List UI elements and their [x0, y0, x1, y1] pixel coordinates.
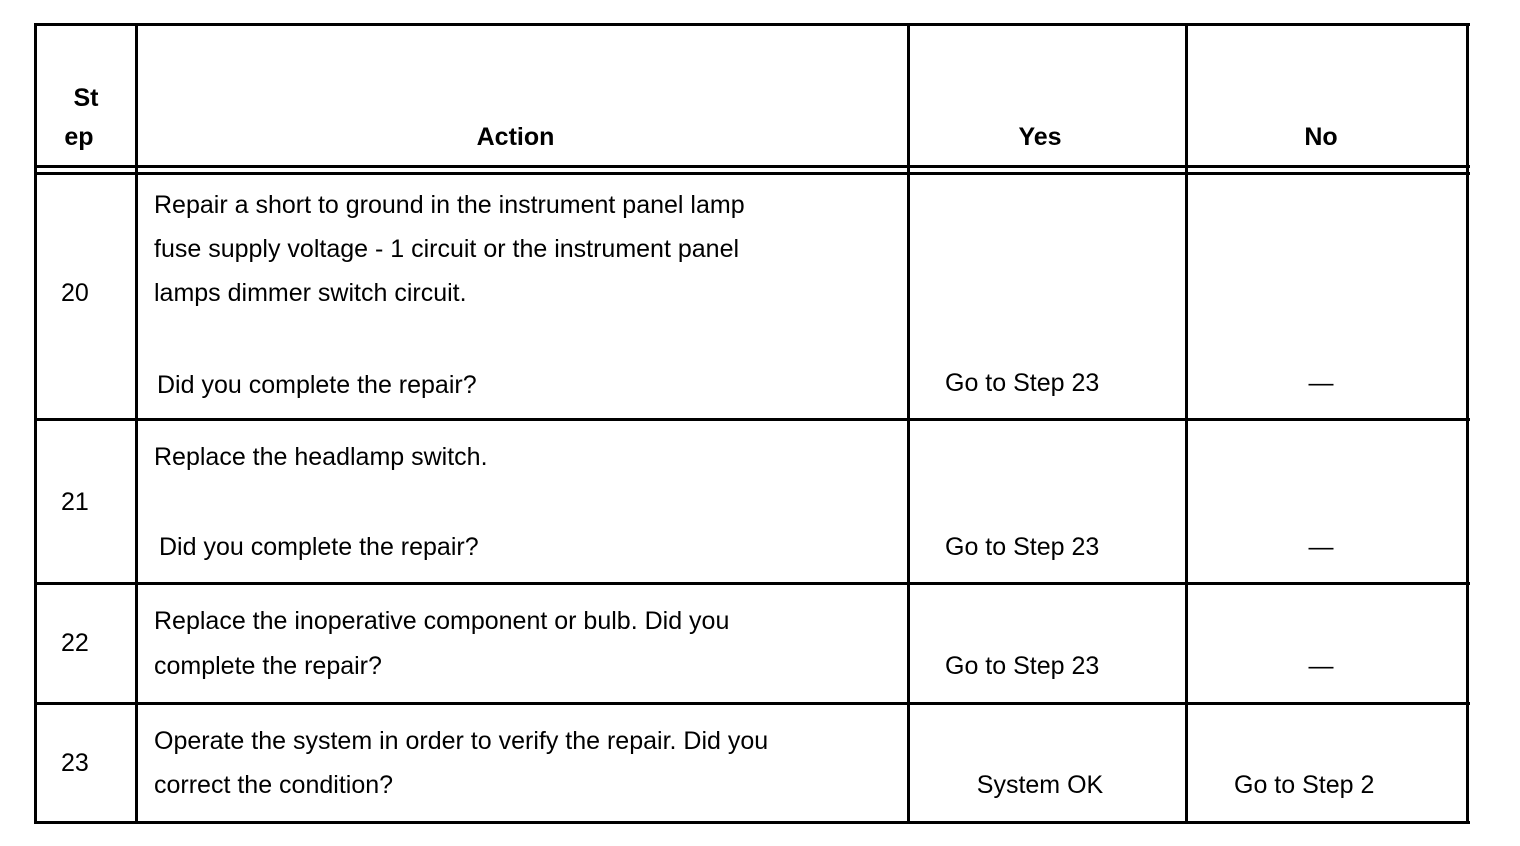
step-number: 22 [61, 629, 89, 657]
action-text: Repair a short to ground in the instrument panel lamp [154, 191, 745, 219]
table-border-bottom [34, 821, 1470, 824]
action-text: Operate the system in order to verify the repair. Did you [154, 727, 769, 755]
question-text: Did you complete the repair? [157, 371, 477, 399]
row-divider-20 [34, 418, 1470, 421]
header-step-line1: St [73, 84, 99, 112]
header-action: Action [476, 123, 555, 151]
step-number: 23 [61, 749, 89, 777]
diagnostic-table [34, 23, 1470, 824]
row-divider-21 [34, 582, 1470, 585]
yes-result: Go to Step 23 [945, 533, 1100, 561]
action-text: Replace the inoperative component or bulb. Did you [154, 607, 730, 635]
step-number: 20 [61, 279, 89, 307]
header-no: No [1304, 123, 1338, 151]
row-divider-22 [34, 702, 1470, 705]
action-text: complete the repair? [154, 652, 382, 680]
yes-result: System OK [976, 771, 1104, 799]
step-number: 21 [61, 488, 89, 516]
header-divider-2 [34, 172, 1470, 175]
no-result: Go to Step 2 [1234, 771, 1375, 799]
action-text: correct the condition? [154, 771, 394, 799]
no-result: — [1308, 369, 1334, 397]
table-border-top [34, 23, 1470, 26]
header-step-line2: ep [64, 123, 94, 151]
action-text: Replace the headlamp switch. [154, 443, 488, 471]
no-result: — [1308, 652, 1334, 680]
yes-result: Go to Step 23 [945, 652, 1100, 680]
action-text: fuse supply voltage - 1 circuit or the instrument panel [154, 235, 740, 263]
no-result: — [1308, 533, 1334, 561]
question-text: Did you complete the repair? [159, 533, 479, 561]
header-yes: Yes [1018, 123, 1062, 151]
header-divider-1 [34, 165, 1470, 168]
action-text: lamps dimmer switch circuit. [154, 279, 467, 307]
yes-result: Go to Step 23 [945, 369, 1100, 397]
